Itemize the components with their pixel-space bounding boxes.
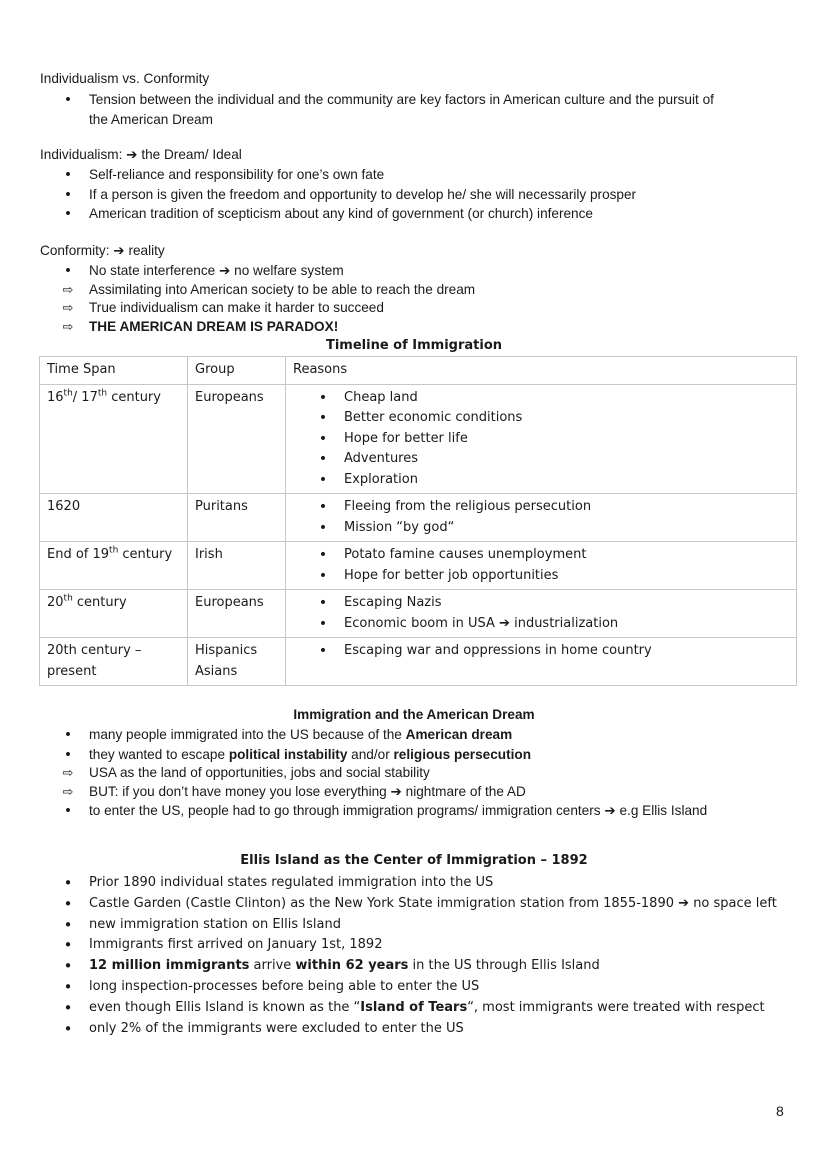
list-item: ⇨ BUT: if you don’t have money you lose everything ➔ nightmare of the AD bbox=[0, 783, 707, 802]
list-item: • If a person is given the freedom and opportunity to develop he/ she will necessarily prosper bbox=[0, 185, 636, 205]
right-arrow-icon: ➔ bbox=[126, 147, 138, 162]
bullet-icon: • bbox=[63, 894, 73, 913]
column-header: Time Span bbox=[40, 357, 188, 385]
right-arrow-icon: ➔ bbox=[604, 803, 616, 818]
bullet-icon: • bbox=[318, 389, 328, 406]
hollow-arrow-icon: ⇨ bbox=[62, 783, 74, 799]
list-item: • Adventures bbox=[293, 449, 789, 470]
right-arrow-icon: ➔ bbox=[113, 243, 125, 258]
right-arrow-icon: ➔ bbox=[218, 263, 231, 278]
bullet-icon: • bbox=[318, 547, 328, 563]
reasons-cell bbox=[286, 494, 797, 542]
hollow-arrow-icon: ⇨ bbox=[62, 300, 74, 315]
timeline-table bbox=[39, 356, 797, 686]
section-heading-individualism-vs-conformity: Individualism vs. Conformity bbox=[40, 71, 210, 86]
list-item: • Escaping war and oppressions in home country bbox=[293, 641, 789, 662]
list-item: • American tradition of scepticism about any kind of government (or church) inference bbox=[0, 204, 636, 224]
table-row bbox=[40, 590, 797, 638]
right-arrow-icon: ➔ bbox=[678, 895, 690, 911]
reasons-cell bbox=[286, 542, 797, 590]
list-item: • Hope for better job opportunities bbox=[293, 566, 789, 587]
bullet-icon: • bbox=[65, 726, 71, 743]
bullet-icon: • bbox=[318, 499, 328, 515]
table-row bbox=[40, 542, 797, 590]
list-item: • even though Ellis Island is known as the “Island of Tears“, most immigrants were treated with respect bbox=[0, 998, 777, 1019]
list-item: • many people immigrated into the US because of the American dream bbox=[0, 725, 707, 745]
right-arrow-icon: ➔ bbox=[499, 615, 510, 631]
list-item: • to enter the US, people had to go through immigration programs/ immigration centers ➔ e.g Ellis Island bbox=[0, 801, 707, 821]
list-item: ⇨ THE AMERICAN DREAM IS PARADOX! bbox=[0, 318, 475, 337]
time-span-cell: End of 19th century bbox=[40, 542, 188, 590]
bullet-icon: • bbox=[318, 595, 328, 611]
group-cell: Irish bbox=[188, 542, 286, 590]
bullet-icon: • bbox=[65, 166, 71, 183]
bullet-icon: • bbox=[318, 430, 328, 447]
table-row bbox=[40, 638, 797, 686]
list-item: • Escaping Nazis bbox=[293, 593, 789, 614]
bullet-icon: • bbox=[65, 91, 71, 108]
list-item: • Potato famine causes unemployment bbox=[293, 545, 789, 566]
list-item: • Cheap land bbox=[293, 388, 789, 409]
reasons-cell bbox=[286, 638, 797, 686]
bullet-icon: • bbox=[65, 205, 71, 222]
bullet-icon: • bbox=[65, 262, 71, 279]
list-item: • long inspection-processes before being able to enter the US bbox=[0, 977, 777, 998]
right-arrow-icon: ➔ bbox=[390, 783, 402, 799]
list-item: ⇨ True individualism can make it harder to succeed bbox=[0, 299, 475, 318]
bullet-icon: • bbox=[63, 977, 73, 996]
bullet-icon: • bbox=[318, 615, 328, 632]
hollow-arrow-icon: ⇨ bbox=[62, 281, 74, 297]
time-span-cell: 1620 bbox=[40, 494, 188, 542]
list-item: • Self-reliance and responsibility for one’s own fate bbox=[0, 165, 636, 185]
list-item: • Mission “by god“ bbox=[293, 518, 789, 539]
immigration-list bbox=[0, 725, 707, 821]
bullet-icon: • bbox=[318, 451, 328, 467]
time-span-cell: 16th/ 17th century bbox=[40, 384, 188, 494]
group-cell: Europeans bbox=[188, 384, 286, 494]
section3-list bbox=[0, 262, 475, 336]
section-heading-conformity: Conformity: ➔ reality bbox=[40, 243, 165, 258]
list-item: • Better economic conditions bbox=[293, 408, 789, 429]
ellis-island-title: Ellis Island as the Center of Immigration – 1892 bbox=[240, 853, 588, 868]
hollow-arrow-icon: ⇨ bbox=[62, 318, 74, 334]
bullet-icon: • bbox=[318, 643, 328, 659]
list-item: • Tension between the individual and the community are key factors in American culture and the pursuit of the American Dream bbox=[0, 90, 714, 129]
list-item: • Immigrants first arrived on January 1st, 1892 bbox=[0, 935, 777, 956]
table-row bbox=[40, 494, 797, 542]
timeline-title: Timeline of Immigration bbox=[325, 338, 503, 353]
list-item: • 12 million immigrants arrive within 62 years in the US through Ellis Island bbox=[0, 956, 777, 977]
list-item: ⇨ Assimilating into American society to be able to reach the dream bbox=[0, 281, 475, 300]
list-item: ⇨ USA as the land of opportunities, jobs and social stability bbox=[0, 764, 707, 783]
list-item: • Exploration bbox=[293, 470, 789, 491]
time-span-cell: 20th century – present bbox=[40, 638, 188, 686]
bullet-icon: • bbox=[63, 874, 73, 892]
hollow-arrow-icon: ⇨ bbox=[62, 765, 74, 780]
bullet-icon: • bbox=[318, 567, 328, 584]
bullet-icon: • bbox=[63, 1019, 73, 1038]
list-item: • Castle Garden (Castle Clinton) as the New York State immigration station from 1855-1890 ➔ no space left bbox=[0, 894, 777, 915]
page-number: 8 bbox=[776, 1103, 784, 1119]
bullet-icon: • bbox=[63, 915, 73, 934]
group-cell: Europeans bbox=[188, 590, 286, 638]
list-item: • Hope for better life bbox=[293, 429, 789, 450]
bullet-icon: • bbox=[318, 471, 328, 488]
table-row bbox=[40, 384, 797, 494]
column-header: Reasons bbox=[286, 357, 797, 385]
list-item: • Economic boom in USA ➔ industrialization bbox=[293, 614, 789, 635]
section1-list bbox=[0, 90, 714, 129]
bullet-icon: • bbox=[318, 410, 328, 426]
ellis-island-list bbox=[0, 873, 777, 1039]
bullet-icon: • bbox=[63, 957, 73, 976]
reasons-cell bbox=[286, 384, 797, 494]
list-item: • only 2% of the immigrants were excluded to enter the US bbox=[0, 1019, 777, 1040]
table-header-row bbox=[40, 357, 797, 385]
bullet-icon: • bbox=[63, 998, 73, 1017]
list-item: • new immigration station on Ellis Island bbox=[0, 915, 777, 936]
time-span-cell: 20th century bbox=[40, 590, 188, 638]
bullet-icon: • bbox=[65, 802, 71, 819]
group-cell: Puritans bbox=[188, 494, 286, 542]
list-item: • No state interference ➔ no welfare system bbox=[0, 262, 475, 281]
reasons-cell bbox=[286, 590, 797, 638]
section2-list bbox=[0, 165, 636, 224]
bullet-icon: • bbox=[65, 745, 71, 763]
column-header: Group bbox=[188, 357, 286, 385]
bullet-icon: • bbox=[65, 185, 71, 203]
list-item: • Prior 1890 individual states regulated immigration into the US bbox=[0, 873, 777, 894]
immigration-title: Immigration and the American Dream bbox=[293, 707, 535, 722]
group-cell: Hispanics Asians bbox=[188, 638, 286, 686]
list-item: • they wanted to escape political instability and/or religious persecution bbox=[0, 745, 707, 765]
bullet-icon: • bbox=[63, 936, 73, 955]
section-heading-individualism: Individualism: ➔ the Dream/ Ideal bbox=[40, 147, 242, 162]
bullet-icon: • bbox=[318, 519, 328, 536]
list-item: • Fleeing from the religious persecution bbox=[293, 497, 789, 518]
